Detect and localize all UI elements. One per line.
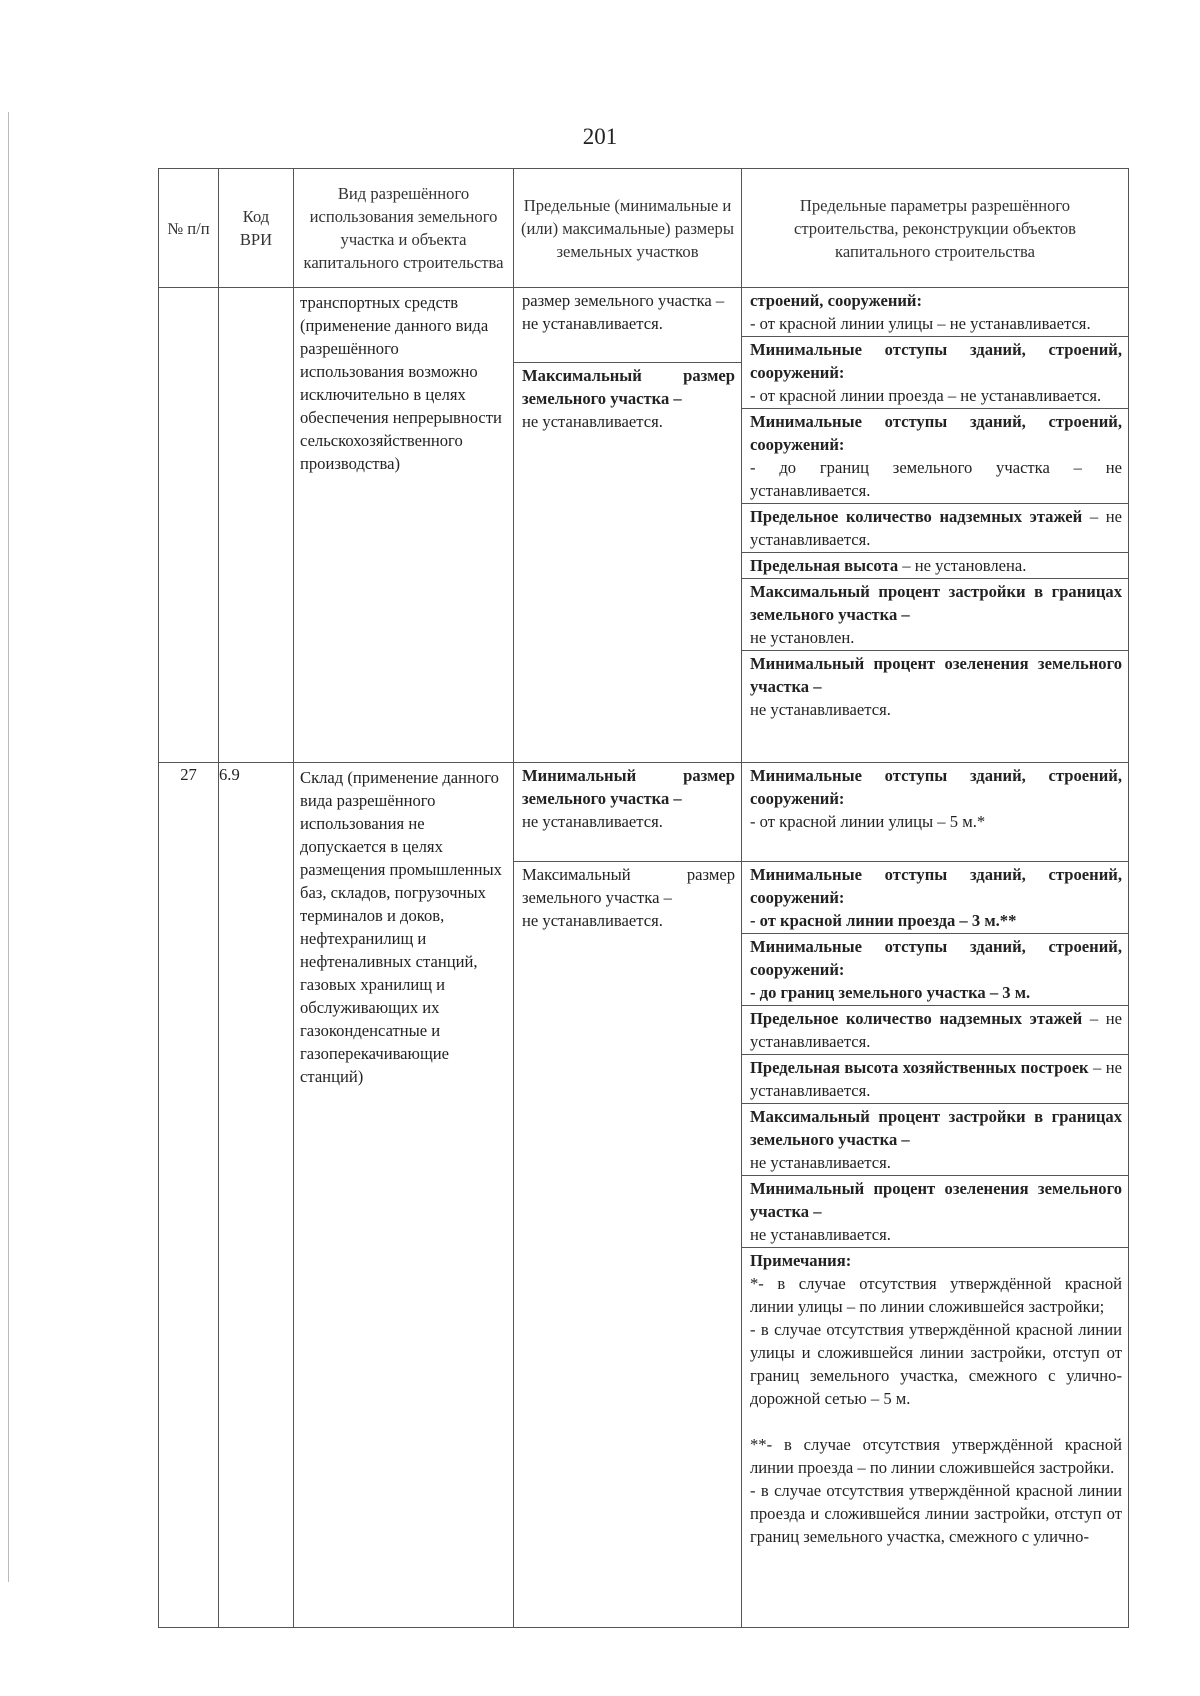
size-heading: Минимальный размер земельного участка – bbox=[522, 766, 735, 808]
list-item bbox=[742, 1054, 1128, 1103]
param-value: – не устанавливается. bbox=[750, 507, 1122, 549]
note-line: *- в случае отсутствия утверждённой красной линии улицы – по линии сложившейся застройки; bbox=[750, 1273, 1122, 1316]
use-description: транспортных средств (применение данного вида разрешённого использования возможно исключительно в целях обеспечения непрерывности сельскохозяйственного производства) bbox=[300, 293, 502, 473]
note-line: **- в случае отсутствия утверждённой красной линии проезда – по линии сложившейся застройки. bbox=[750, 1434, 1122, 1477]
page-margin-line bbox=[8, 112, 9, 1582]
header-plot-sizes: Предельные (минимальные и (или) максимальные) размеры земельных участков bbox=[514, 169, 742, 288]
header-num: № п/п bbox=[159, 169, 219, 288]
sizes-list bbox=[514, 763, 741, 933]
list-item bbox=[514, 861, 741, 933]
list-item bbox=[742, 553, 1128, 579]
param-heading: Предельная высота bbox=[750, 556, 899, 575]
param-value: – не устанавливается. bbox=[750, 1057, 1122, 1100]
row-continued-sizes bbox=[514, 288, 742, 763]
list-item bbox=[514, 288, 741, 362]
param-heading: Минимальные отступы зданий, строений, сооружений: bbox=[750, 340, 1122, 382]
header-use-type: Вид разрешённого использования земельного участка и объекта капитального строительства bbox=[294, 169, 514, 288]
param-value: - до границ земельного участка – не устанавливается. bbox=[750, 458, 1122, 500]
list-item bbox=[742, 861, 1128, 933]
row-continued-params bbox=[742, 288, 1129, 763]
param-heading: строений, сооружений: bbox=[750, 291, 923, 310]
list-item bbox=[742, 579, 1128, 651]
list-item bbox=[742, 1103, 1128, 1175]
param-value: – не устанавливается. bbox=[750, 1008, 1122, 1051]
sizes-list bbox=[514, 288, 741, 434]
list-item bbox=[742, 504, 1128, 553]
param-heading: Предельное количество надземных этажей bbox=[750, 507, 1083, 526]
list-item bbox=[742, 409, 1128, 504]
size-value: не устанавливается. bbox=[522, 812, 663, 831]
header-construction-params: Предельные параметры разрешённого строительства, реконструкции объектов капитального строительства bbox=[742, 169, 1129, 288]
param-value: - от красной линии улицы – не устанавливается. bbox=[750, 314, 1091, 333]
param-heading: Минимальный процент озеленения земельного участка – bbox=[750, 654, 1122, 696]
param-value: не установлен. bbox=[750, 628, 855, 647]
param-value: не устанавливается. bbox=[750, 700, 891, 719]
param-heading: Минимальные отступы зданий, строений, сооружений: bbox=[750, 412, 1122, 454]
list-item bbox=[742, 288, 1128, 337]
size-value: не устанавливается. bbox=[522, 411, 663, 431]
list-item bbox=[742, 933, 1128, 1005]
list-item bbox=[742, 1247, 1128, 1549]
use-description: Склад (применение данного вида разрешённого использования не допускается в целях размещения промышленных баз, складов, погрузочных терминалов и доков, нефтехранилищ и нефтеналивных станций, газовых хранилищ и обслуживающих их газоконденсатные и газоперекачивающие станций) bbox=[300, 768, 502, 1086]
param-heading: Предельная высота хозяйственных построек bbox=[750, 1057, 1089, 1077]
param-value: - до границ земельного участка – 3 м. bbox=[750, 982, 1031, 1002]
param-heading: Минимальный процент озеленения земельного участка – bbox=[750, 1178, 1122, 1221]
param-heading: Максимальный процент застройки в границах земельного участка – bbox=[750, 1106, 1122, 1149]
list-item bbox=[514, 362, 741, 434]
params-list bbox=[742, 288, 1128, 722]
param-heading: Предельное количество надземных этажей bbox=[750, 1008, 1083, 1028]
row-continued-code bbox=[219, 288, 294, 763]
note-line: - в случае отсутствия утверждённой красной линии проезда и сложившейся линии застройки, отступ от границ земельного участка, смежного с улично- bbox=[750, 1480, 1122, 1546]
zoning-parameters-table bbox=[158, 168, 1129, 1628]
param-value: – не установлена. bbox=[898, 556, 1027, 575]
param-value: - от красной линии проезда – 3 м.** bbox=[750, 910, 1017, 930]
table-row bbox=[159, 288, 1129, 763]
row-continued-num bbox=[159, 288, 219, 763]
row-27-sizes bbox=[514, 763, 742, 1628]
size-value: не устанавливается. bbox=[522, 314, 663, 333]
note-line bbox=[750, 1410, 1122, 1433]
list-item bbox=[742, 651, 1128, 723]
page-number: 201 bbox=[582, 124, 618, 149]
list-item bbox=[742, 337, 1128, 409]
row-27-num: 27 bbox=[159, 763, 219, 1628]
list-item bbox=[514, 763, 741, 861]
header-code: Код ВРИ bbox=[219, 169, 294, 288]
param-value: не устанавливается. bbox=[750, 1152, 891, 1172]
param-heading: Минимальные отступы зданий, строений, сооружений: bbox=[750, 766, 1122, 808]
notes-heading: Примечания: bbox=[750, 1250, 852, 1270]
list-item bbox=[742, 763, 1128, 861]
param-value: не устанавливается. bbox=[750, 1224, 891, 1244]
params-list bbox=[742, 763, 1128, 1549]
size-heading: Максимальный размер земельного участка – bbox=[522, 365, 735, 408]
size-value: не устанавливается. bbox=[522, 910, 663, 930]
param-value: - от красной линии улицы – 5 м.* bbox=[750, 812, 986, 831]
param-heading: Максимальный процент застройки в границах земельного участка – bbox=[750, 582, 1122, 624]
param-heading: Минимальные отступы зданий, строений, сооружений: bbox=[750, 864, 1122, 907]
table-header-row bbox=[159, 169, 1129, 288]
row-27-use bbox=[294, 763, 514, 1628]
row-continued-use bbox=[294, 288, 514, 763]
param-value: - от красной линии проезда – не устанавливается. bbox=[750, 386, 1102, 405]
note-line: - в случае отсутствия утверждённой красной линии улицы и сложившейся линии застройки, отступ от границ земельного участка, смежного с улично-дорожной сетью – 5 м. bbox=[750, 1319, 1122, 1408]
row-27-params bbox=[742, 763, 1129, 1628]
row-27-code: 6.9 bbox=[219, 763, 294, 1628]
table-row bbox=[159, 763, 1129, 1628]
list-item bbox=[742, 1175, 1128, 1247]
param-heading: Минимальные отступы зданий, строений, сооружений: bbox=[750, 936, 1122, 979]
list-item bbox=[742, 1005, 1128, 1054]
size-heading: размер земельного участка – bbox=[522, 291, 725, 310]
size-heading: Максимальный размер земельного участка – bbox=[522, 864, 735, 907]
